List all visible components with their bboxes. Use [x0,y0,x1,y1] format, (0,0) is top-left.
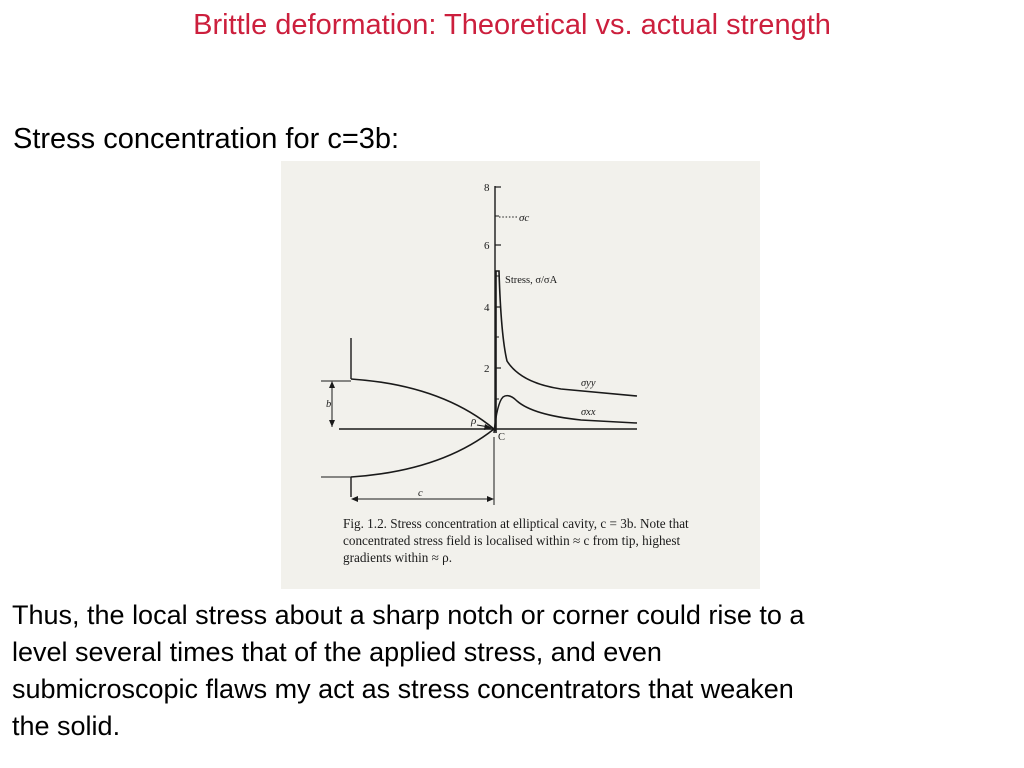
sigma-c-label: σc [519,212,530,224]
body-line: Thus, the local stress about a sharp notch or corner could rise to a [12,600,805,630]
body-paragraph [12,597,1017,745]
stress-axis-label: Stress, σ/σA [505,275,558,286]
b-label: b [326,399,332,410]
caption-line: gradients within ≈ ρ. [343,550,453,565]
b-arrow-bottom [329,420,335,427]
rho-label: ρ [471,415,477,427]
b-arrow-top [329,381,335,388]
caption-line: Fig. 1.2. Stress concentration at elliptical cavity, c = 3b. Note that [343,516,689,531]
c-label: c [418,488,423,499]
cavity-lower-edge [351,429,494,477]
c-arrow-left [351,496,358,502]
stress-concentration-figure [281,161,760,589]
body-line: the solid. [12,711,121,741]
slide-subtitle: Stress concentration for c=3b: [13,123,400,155]
point-c-label: C [498,432,506,443]
slide-title: Brittle deformation: Theoretical vs. actual strength [193,9,831,41]
y-tick-label: 8 [484,182,490,194]
body-line: level several times that of the applied stress, and even [12,637,662,667]
caption-line: concentrated stress field is localised within ≈ c from tip, highest [343,533,681,548]
c-arrow-right [487,496,494,502]
y-tick-label: 2 [484,363,490,375]
figure-caption [343,515,753,566]
y-tick-label: 6 [484,240,490,252]
sigma-yy-curve [496,271,637,433]
sigma-xx-curve [494,396,637,433]
sigma-yy-label: σyy [581,378,596,389]
y-tick-label: 4 [484,302,490,314]
body-line: submicroscopic flaws my act as stress concentrators that weaken [12,674,794,704]
sigma-xx-label: σxx [581,407,596,418]
